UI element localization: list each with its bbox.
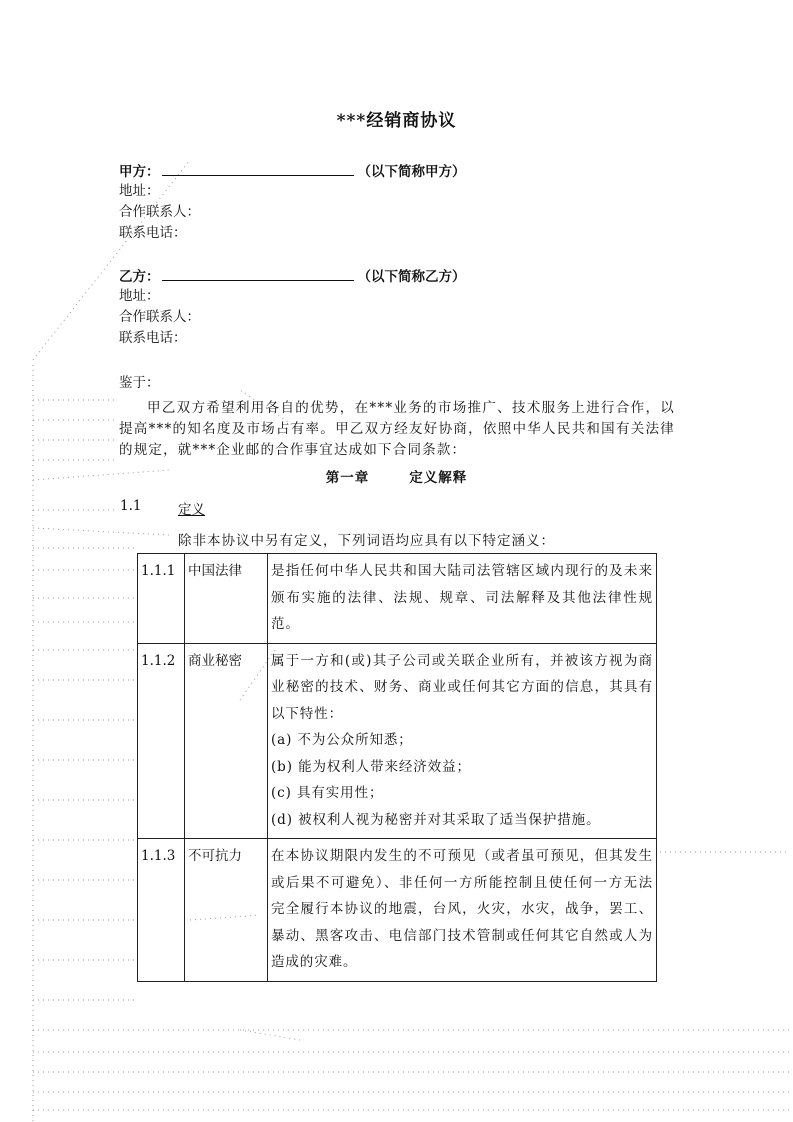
- party-a-contact-person: 合作联系人：: [119, 204, 200, 220]
- list-item: (a) 不为公众所知悉；: [271, 732, 413, 748]
- definition-number: 1.1.2: [138, 643, 185, 839]
- party-a-label: 甲方：: [119, 164, 160, 180]
- whereas-paragraph: 甲乙双方希望利用各自的优势，在***业务的市场推广、技术服务上进行合作，以提高***的知名度及市场占有率。甲乙双方经友好协商，依照中华人民共和国有关法律的规定，就***企业邮的合作事宜达成如下合同条款：: [119, 400, 675, 458]
- whereas-label: 鉴于：: [119, 375, 160, 391]
- section-intro: 除非本协议中另有定义，下列词语均应具有以下特定涵义：: [178, 533, 555, 549]
- table-row: [138, 643, 657, 839]
- section-title: 定义: [178, 502, 205, 518]
- party-b-address: 地址：: [119, 288, 160, 304]
- party-a-phone: 联系电话：: [119, 225, 187, 241]
- definition-text: 属于一方和(或)其子公司或关联企业所有，并被该方视为商业秘密的技术、财务、商业或任何其它方面的信息，其具有以下特性：: [271, 652, 653, 722]
- chapter-number: 第一章: [325, 470, 370, 486]
- party-b-contact-person: 合作联系人：: [119, 309, 200, 325]
- chapter-title: 定义解释: [409, 470, 468, 486]
- definition-number: 1.1.1: [138, 554, 185, 644]
- definition-text: 在本协议期限内发生的不可预见（或者虽可预见，但其发生或后果不可避免）、非任何一方所能控制且使任何一方无法完全履行本协议的地震，台风，火灾，水灾，战争，罢工、暴动、黑客攻击、电信部门技术管制或任何其它自然或人为造成的灾难。: [268, 839, 657, 982]
- document-title: ***经销商协议: [336, 111, 457, 131]
- definition-text: 是指任何中华人民共和国大陆司法管辖区域内现行的及未来颁布实施的法律、法规、规章、司法解释及其他法律性规范。: [268, 554, 657, 644]
- definition-cell: [268, 643, 657, 839]
- party-a-name-blank: [162, 160, 354, 176]
- party-a-line: [119, 160, 466, 182]
- table-row: [138, 839, 657, 982]
- party-a-address: 地址：: [119, 183, 160, 199]
- list-item: (d) 被权利人视为秘密并对其采取了适当保护措施。: [271, 811, 601, 828]
- definition-term: 商业秘密: [185, 643, 268, 839]
- list-item: (b) 能为权利人带来经济效益；: [271, 758, 471, 775]
- section-number: 1.1: [120, 498, 142, 514]
- party-b-name-blank: [162, 265, 354, 281]
- party-a-suffix: （以下简称甲方）: [357, 164, 466, 180]
- definition-term: 不可抗力: [185, 839, 268, 982]
- table-row: [138, 554, 657, 644]
- definitions-table: [137, 553, 657, 982]
- party-b-suffix: （以下简称乙方）: [357, 269, 466, 285]
- chapter-heading: [0, 466, 793, 486]
- definition-term: 中国法律: [185, 554, 268, 644]
- party-b-phone: 联系电话：: [119, 330, 187, 346]
- definition-number: 1.1.3: [138, 839, 185, 982]
- party-b-line: [119, 265, 466, 287]
- list-item: (c) 具有实用性；: [271, 785, 384, 801]
- party-b-label: 乙方：: [119, 269, 160, 285]
